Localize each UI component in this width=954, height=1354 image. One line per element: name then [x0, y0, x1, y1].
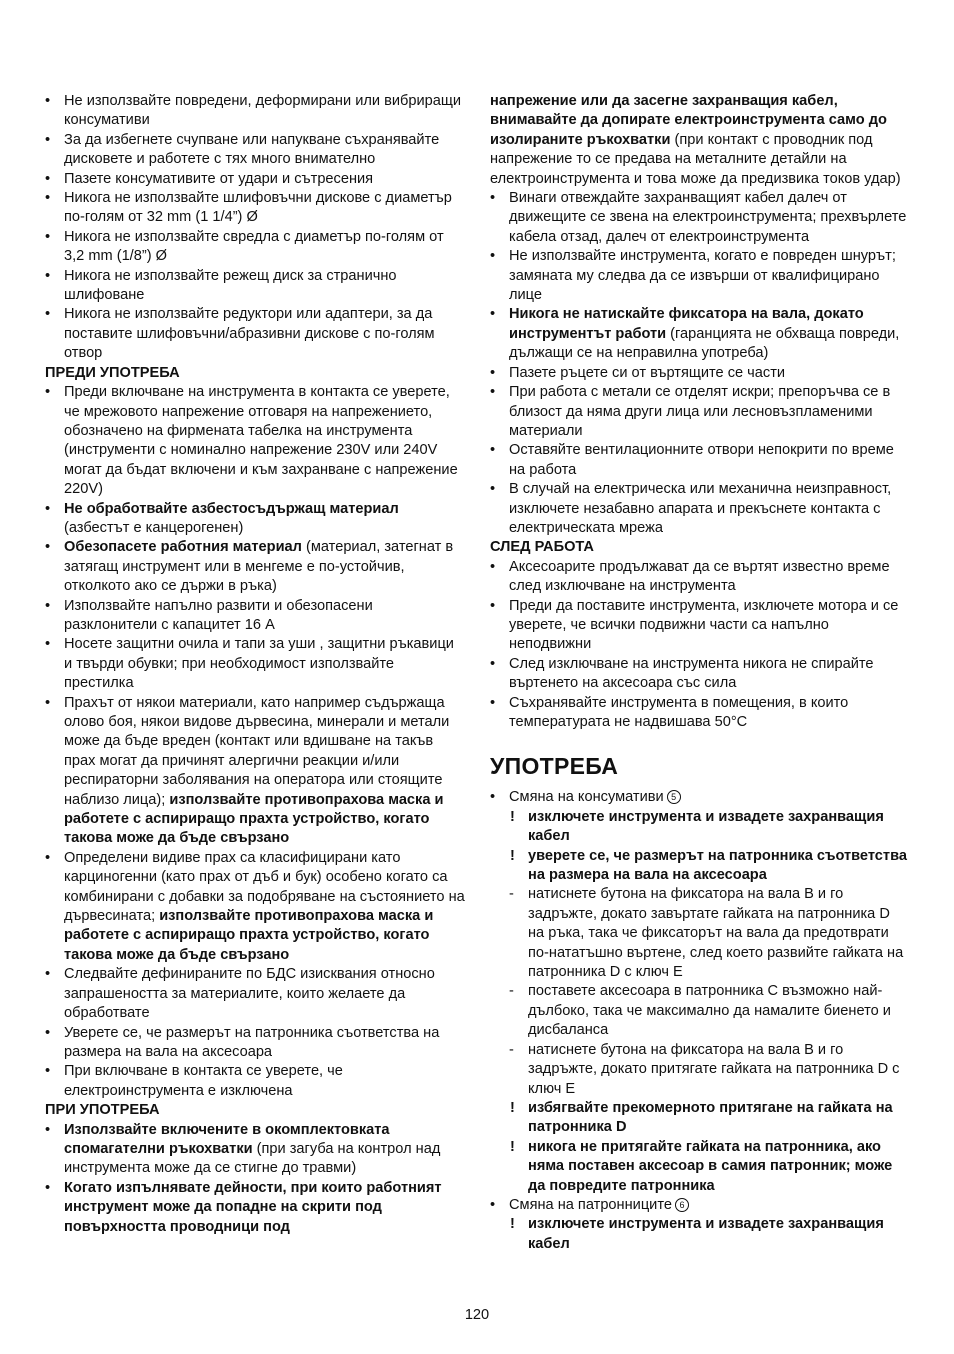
bullet-item: [45, 170, 465, 189]
bullet-item: [490, 694, 910, 733]
text: (азбестът е канцерогенен): [64, 519, 244, 536]
bold-text: използвайте противопрахова маска и работете с аспириращо прахта устройство, когато такова може да бъде свързано: [64, 908, 434, 963]
warning-item: [490, 808, 910, 847]
bullet-item: [45, 1179, 465, 1237]
text: Никога не използвайте редуктори или адаптери, за да поставите шлифовъчни/абразивни дискове с по-голям отвор: [64, 306, 435, 362]
bold-text: Обезопасете работния материал: [64, 539, 302, 556]
bullet-item: [490, 247, 910, 305]
figure-reference-number: 6: [675, 1198, 689, 1212]
text: Уверете се, че размерът на патронника съответства на размера на вала на аксесоара: [64, 1024, 440, 1060]
bullet-item: [45, 1121, 465, 1179]
bullet-item: [45, 500, 465, 539]
text: Не използвайте инструмента, когато е повреден шнурът; замяната му следва да се извърши от квалифицирано лице: [509, 248, 896, 304]
text: поставете аксесоара в патронника C възможно най-дълбоко, така че максимално да намалите биенето и дисбаланса: [528, 983, 891, 1039]
bullet-item: [45, 538, 465, 596]
bold-text: напрежение или да засегне захранващия кабел, внимавайте да допирате електроинструмента само до изолираните ръкохватки: [490, 93, 887, 148]
text: Никога не използвайте режещ диск за странично шлифоване: [64, 267, 397, 304]
text: Носете защитни очила и тапи за уши , защитни ръкавици и твърди обувки; при необходимост използвайте престилка: [64, 636, 454, 692]
bold-text: ПРИ УПОТРЕБА: [45, 1102, 160, 1119]
text: Винаги отвеждайте захранващият кабел далеч от движещите се звена на електроинструмента; прехвърлете кабела отзад, далеч от електроинструмента: [509, 190, 907, 245]
warning-item: [490, 847, 910, 886]
text: Не използвайте повредени, деформирани или вибриращи консумативи: [64, 93, 461, 129]
text: Аксесоарите продължават да се въртят известно време след изключване на инструмента: [509, 558, 890, 595]
bold-text: Използвайте включените в окомплектовката спомагателни ръкохватки: [64, 1121, 390, 1157]
bullet-item: [45, 189, 465, 228]
text: (при контакт с проводник под напрежение то се предава на металните детайли на електроинструмента и това може да предизвика токов удар): [490, 131, 901, 187]
section-heading: [45, 364, 465, 383]
bullet-item: [490, 364, 910, 383]
bullet-item: [45, 228, 465, 267]
text: За да избегнете счупване или напукване съхранявайте дисковете и работете с тях много внимателно: [64, 131, 440, 168]
text: (при загуба на контрол над инструмента може да се стигне до травми): [64, 1140, 441, 1177]
bullet-item: [490, 788, 910, 807]
page-number: 120: [464, 1307, 490, 1323]
text: Никога не използвайте свредла с диаметър по-голям от 3,2 mm (1/8”) Ø: [64, 228, 444, 265]
paragraph: [490, 92, 910, 189]
bold-text: никога не притягайте гайката на патронника, ако няма поставен аксесоар в самия патронник; може да повредите патронника: [528, 1138, 893, 1194]
bullet-item: [490, 305, 910, 363]
bullet-item: [490, 655, 910, 694]
warning-item: [490, 1138, 910, 1196]
bullet-item: [45, 131, 465, 170]
bullet-item: [45, 965, 465, 1023]
bullet-item: [490, 480, 910, 538]
bullet-item: [45, 92, 465, 131]
warning-item: [490, 1099, 910, 1138]
bold-text: СЛЕД РАБОТА: [490, 539, 594, 556]
bullet-item: [45, 1062, 465, 1101]
bold-text: УПОТРЕБА: [490, 753, 619, 780]
text: Използвайте напълно развити и обезопасени разклонители с капацитет 16 A: [64, 597, 373, 633]
bullet-item: [490, 189, 910, 247]
text: Смяна на патронниците: [509, 1196, 672, 1213]
dash-item: [490, 1041, 910, 1099]
text: (гаранцията не обхваща повреди, дължащи се на неправилна употреба): [509, 325, 900, 362]
bullet-item: [45, 597, 465, 636]
section-heading: [490, 538, 910, 557]
bold-text: уверете се, че размерът на патронника съответства на размера на вала на аксесоара: [528, 847, 907, 884]
text: Оставяйте вентилационните отвори непокрити по време на работа: [509, 442, 894, 478]
text: Определени видиве прах са класифицирани като карциногенни (като прах от дъб и бук) особено когато са комбинирани с добавки за подобряване на състоянието на дървесината;: [64, 849, 465, 925]
bold-text: изключете инструмента и извадете захранващия кабел: [528, 808, 884, 845]
bold-text: Не обработвайте азбестосъдържащ материал: [64, 500, 399, 517]
text: Преди включване на инструмента в контакта се уверете, че мрежовото напрежение отговаря на напрежението, обозначено на фирмената табелка на инструмента (инструменти с номинално напрежение 230V или 240V могат да бъдат включени и към захранване с напрежение 220V): [64, 384, 458, 498]
right-column: [490, 92, 910, 1254]
dash-item: [490, 982, 910, 1040]
dash-item: [490, 885, 910, 982]
bullet-item: [45, 694, 465, 849]
bold-text: Когато изпълнявате дейности, при които работният инструмент може да попадне на скрити под повърхността проводници под: [64, 1179, 442, 1235]
text: натиснете бутона на фиксатора на вала B и го задръжте, докато притягате гайката на патронника D с ключ E: [528, 1041, 900, 1097]
text: При работа с метали се отделят искри; препоръчва се в близост да няма други лица или лесновъзпламеними материали: [509, 384, 891, 439]
bold-text: използвайте противопрахова маска и работете с аспириращо прахта устройство, когато такова може да бъде свързано: [64, 791, 444, 847]
bold-text: изключете инструмента и извадете захранващия кабел: [528, 1216, 884, 1252]
text: При включване в контакта се уверете, че електроинструмента е изключена: [64, 1063, 343, 1099]
bullet-item: [490, 1196, 910, 1215]
bold-text: Никога не натискайте фиксатора на вала, докато инструментът работи: [509, 306, 864, 342]
section-heading: [45, 1101, 465, 1120]
warning-item: [490, 1215, 910, 1254]
text: (материал, затегнат в затягащ инструмент или в менгеме е по-устойчив, отколкото ако се държи в ръка): [64, 539, 454, 595]
text: Преди да поставите инструмента, изключете мотора и се уверете, че всички подвижни части са напълно неподвижни: [509, 597, 899, 653]
bullet-item: [45, 849, 465, 965]
section-title: [490, 752, 910, 780]
text: Смяна на консумативи: [509, 789, 664, 806]
bullet-item: [45, 635, 465, 693]
text: Съхранявайте инструмента в помещения, в които температурата не надвишава 50°C: [509, 694, 849, 730]
text: Пазете ръцете си от въртящите се части: [509, 364, 786, 381]
text: Никога не използвайте шлифовъчни дискове с диаметър по-голям от 32 mm (1 1/4”) Ø: [64, 190, 452, 226]
left-column: [45, 92, 465, 1237]
bullet-item: [45, 1024, 465, 1063]
bullet-item: [490, 383, 910, 441]
bold-text: ПРЕДИ УПОТРЕБА: [45, 364, 180, 381]
text: Прахът от някои материали, като например съдържаща олово боя, някои видове дървесина, минерали и метали може да бъде вреден (контакт или вдишване на такъв прах могат да причинят алергични реакции и/или респираторни заболявания на оператора или стоящите наблизо лица);: [64, 694, 450, 808]
bullet-item: [45, 383, 465, 499]
bold-text: избягвайте прекомерното притягане на гайката на патронника D: [528, 1099, 893, 1136]
text: В случай на електрическа или механична неизправност, изключете незабавно апарата и прекъснете контакта с електрическата мрежа: [509, 481, 892, 536]
text: натиснете бутона на фиксатора на вала B и го задръжте, докато завъртате гайката на патронника D на ръка, така че фиксаторът на вала да предотврати по-нататъшно въртене, след което развийте гайката на патронника D с ключ E: [528, 886, 904, 981]
text: Пазете консумативите от удари и сътресения: [64, 170, 374, 187]
text: Следвайте дефинираните по БДС изисквания относно запрашеността за материалите, които желаете да обработвате: [64, 966, 435, 1022]
bullet-item: [490, 441, 910, 480]
text: След изключване на инструмента никога не спирайте въртенето на аксесоара със сила: [509, 655, 874, 692]
bullet-item: [490, 597, 910, 655]
figure-reference-number: 5: [667, 790, 681, 804]
bullet-item: [490, 558, 910, 597]
bullet-item: [45, 267, 465, 306]
bullet-item: [45, 305, 465, 363]
